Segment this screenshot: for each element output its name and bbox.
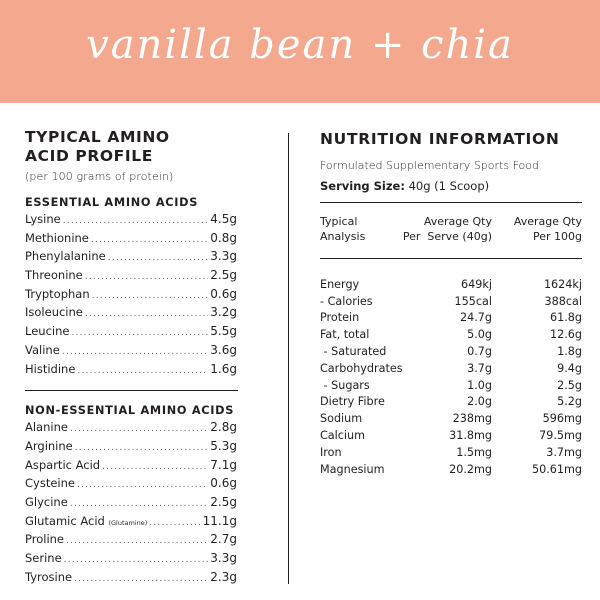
amino-row	[25, 439, 237, 458]
dot-leader	[108, 253, 209, 263]
amino-subtitle: (per 100 grams of protein)	[25, 170, 174, 183]
amino-name-text: Cysteine	[25, 476, 75, 491]
dot-leader	[75, 443, 209, 453]
per-serve-value: 3.7g	[467, 361, 492, 375]
amino-row	[25, 212, 237, 231]
amino-value: 2.5g	[210, 268, 237, 283]
amino-value: 2.3g	[210, 569, 237, 584]
serving-size-value: 40g (1 Scoop)	[408, 179, 490, 193]
amino-name	[25, 420, 68, 434]
amino-value: 3.3g	[210, 249, 237, 264]
header-col3-line2: Per 100g	[532, 230, 582, 243]
amino-name	[25, 532, 64, 546]
amino-title-line2: ACID PROFILE	[25, 146, 153, 165]
dot-leader	[77, 480, 208, 490]
per-100g-value: 3.7mg	[546, 445, 582, 459]
per-100g-value: 50.61mg	[531, 462, 582, 476]
dot-leader	[85, 309, 208, 319]
per-serve-value: 238mg	[452, 412, 492, 426]
amino-note: (Glutamine)	[108, 518, 148, 527]
amino-name-text: Histidine	[25, 361, 76, 376]
serving-size-label: Serving Size:	[320, 179, 405, 193]
nutrition-title: NUTRITION INFORMATION	[320, 130, 560, 148]
header-col2-line1: Average Qty	[423, 215, 492, 228]
per-serve-value: 20.2mg	[449, 462, 492, 476]
header-typical-analysis	[320, 214, 400, 248]
dot-leader	[62, 347, 209, 357]
amino-name	[25, 362, 75, 376]
amino-name	[25, 551, 62, 565]
amino-value: 1.6g	[210, 361, 237, 376]
per-100g-value: 79.5mg	[539, 429, 582, 443]
header-col1-line2: Analysis	[320, 230, 366, 243]
amino-name-text: Threonine	[25, 268, 83, 283]
amino-name	[25, 249, 106, 263]
per-serve-value: 24.7g	[459, 311, 492, 325]
dot-leader	[102, 462, 208, 472]
per-serve-value: 1.5mg	[456, 445, 492, 459]
per-serve-value: 649kj	[461, 277, 492, 291]
per-serve-value: 0.7g	[467, 345, 492, 359]
nutrition-table-body	[320, 276, 582, 478]
nutrition-row	[320, 377, 582, 394]
dot-leader	[85, 272, 209, 282]
amino-name	[25, 570, 72, 584]
amino-row	[25, 476, 237, 495]
nutrient-label: Magnesium	[320, 462, 385, 476]
header-col1-line1: Typical	[320, 215, 358, 228]
nutrient-label: Carbohydrates	[320, 361, 403, 375]
table-header-rule	[320, 258, 582, 259]
nutrition-row	[320, 293, 582, 310]
amino-name	[25, 476, 75, 490]
amino-row	[25, 514, 237, 533]
per-serve-value: 5.0g	[467, 328, 492, 342]
amino-row	[25, 324, 237, 343]
amino-name-text: Valine	[25, 342, 60, 357]
amino-name-text: Glutamic Acid	[25, 513, 105, 528]
per-100g-value: 388cal	[544, 294, 582, 308]
amino-name-text: Aspartic Acid	[25, 457, 101, 472]
dot-leader	[92, 291, 209, 301]
dot-leader	[74, 574, 208, 584]
amino-name	[25, 495, 68, 509]
amino-row	[25, 532, 237, 551]
amino-value: 2.8g	[210, 420, 237, 435]
header-col2-line2: Per Serve (40g)	[402, 230, 492, 243]
amino-row	[25, 231, 237, 250]
amino-name-text: Alanine	[25, 420, 68, 435]
amino-name	[25, 212, 61, 226]
nutrient-label: - Saturated	[320, 345, 387, 359]
per-100g-value: 5.2g	[557, 395, 582, 409]
amino-value: 0.6g	[210, 286, 237, 301]
nutrient-label: Protein	[320, 311, 360, 325]
dot-leader	[66, 536, 208, 546]
dot-leader	[70, 499, 209, 509]
essential-heading: ESSENTIAL AMINO ACIDS	[25, 196, 199, 209]
table-top-rule	[320, 202, 582, 203]
amino-value: 2.5g	[210, 494, 237, 509]
dot-leader	[91, 235, 208, 245]
amino-name-text: Leucine	[25, 324, 70, 339]
amino-value: 4.5g	[210, 212, 237, 226]
essential-amino-list	[25, 212, 237, 380]
nutrition-row	[320, 394, 582, 411]
per-100g-value: 596mg	[542, 412, 582, 426]
amino-name-text: Serine	[25, 551, 62, 565]
nutrition-row	[320, 343, 582, 360]
nutrient-label: Sodium	[320, 412, 363, 426]
per-100g-value: 1.8g	[557, 345, 582, 359]
nonessential-amino-list	[25, 420, 237, 588]
per-serve-value: 1.0g	[467, 378, 492, 392]
amino-name-text: Proline	[25, 532, 64, 547]
amino-name	[25, 439, 73, 453]
nutrition-row	[320, 410, 582, 427]
per-100g-value: 12.6g	[549, 328, 582, 342]
per-serve-value: 155cal	[454, 294, 492, 308]
dot-leader	[70, 424, 208, 434]
header-col3-line1: Average Qty	[513, 215, 582, 228]
nutrition-row	[320, 276, 582, 293]
amino-name-text: Tryptophan	[25, 286, 90, 301]
dot-leader	[149, 518, 200, 528]
amino-row	[25, 305, 237, 324]
amino-acid-profile	[25, 128, 237, 588]
amino-name-text: Tyrosine	[25, 569, 73, 584]
nutrient-label: - Sugars	[320, 378, 370, 392]
nutrition-information	[320, 130, 582, 478]
amino-row	[25, 268, 237, 287]
amino-value: 3.6g	[210, 342, 237, 357]
header-banner	[0, 0, 600, 103]
amino-name	[25, 305, 83, 319]
amino-value: 5.5g	[210, 324, 237, 339]
nutrient-label: Dietry Fibre	[320, 395, 385, 409]
amino-name	[25, 343, 60, 357]
nutrient-label: Energy	[320, 277, 360, 291]
nutrition-row	[320, 427, 582, 444]
amino-name-text: Phenylalanine	[25, 249, 106, 264]
amino-row	[25, 287, 237, 306]
header-per-100g	[492, 214, 582, 248]
nutrition-table-header	[320, 214, 582, 248]
amino-value: 0.8g	[210, 230, 237, 245]
amino-value: 7.1g	[210, 457, 237, 472]
amino-name-text: Arginine	[25, 438, 73, 453]
dot-leader	[71, 328, 208, 338]
amino-row	[25, 343, 237, 362]
amino-row	[25, 495, 237, 514]
per-100g-value: 2.5g	[557, 378, 582, 392]
amino-name-text: Methionine	[25, 230, 89, 245]
amino-name-text: Isoleucine	[25, 305, 83, 320]
nonessential-heading: NON-ESSENTIAL AMINO ACIDS	[25, 404, 235, 418]
nutrition-row	[320, 326, 582, 343]
amino-row	[25, 362, 237, 381]
nutrient-label: Iron	[320, 445, 342, 459]
amino-row	[25, 420, 237, 439]
nutrient-label: Calcium	[320, 429, 366, 443]
amino-name	[25, 324, 69, 338]
amino-row	[25, 551, 237, 570]
nutrition-row	[320, 310, 582, 327]
nutrient-label: - Calories	[320, 294, 373, 308]
section-separator	[25, 390, 238, 391]
amino-value: 0.6g	[210, 476, 237, 491]
amino-name	[25, 268, 83, 282]
nutrition-row	[320, 444, 582, 461]
amino-name	[25, 514, 147, 528]
nutrient-label: Fat, total	[320, 328, 370, 342]
nutrition-row	[320, 360, 582, 377]
amino-value: 2.7g	[210, 532, 237, 547]
per-100g-value: 1624kj	[543, 277, 582, 291]
per-100g-value: 61.8g	[549, 311, 582, 325]
product-flavour-title: vanilla bean + chia	[86, 22, 514, 68]
header-per-serve	[400, 214, 492, 248]
amino-name	[25, 231, 89, 245]
serving-size	[320, 179, 582, 193]
amino-name	[25, 287, 90, 301]
amino-name	[25, 458, 100, 472]
amino-name-text: Glycine	[25, 494, 68, 509]
per-100g-value: 9.4g	[557, 361, 582, 375]
dot-leader	[64, 555, 209, 565]
per-serve-value: 2.0g	[467, 395, 492, 409]
per-serve-value: 31.8mg	[449, 429, 492, 443]
amino-title-line1: TYPICAL AMINO	[25, 128, 170, 146]
amino-name-text: Lysine	[25, 212, 61, 226]
dot-leader	[77, 366, 208, 376]
amino-row	[25, 570, 237, 589]
amino-value: 3.3g	[210, 551, 237, 565]
amino-row	[25, 458, 237, 477]
nutrition-row	[320, 461, 582, 478]
amino-value: 3.2g	[210, 305, 237, 320]
dot-leader	[63, 216, 209, 226]
amino-value: 5.3g	[210, 438, 237, 453]
amino-row	[25, 249, 237, 268]
column-divider	[288, 133, 289, 584]
nutrition-subtitle: Formulated Supplementary Sports Food	[320, 159, 539, 172]
amino-value: 11.1g	[202, 513, 237, 528]
